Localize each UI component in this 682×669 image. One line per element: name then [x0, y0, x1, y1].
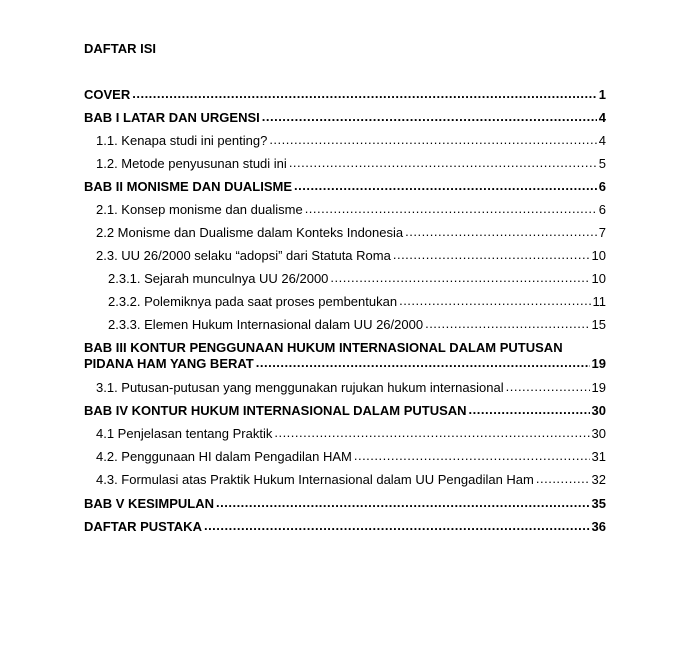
toc-entry-page: 10 — [591, 271, 606, 286]
toc-entry-label: 4.1 Penjelasan tentang Praktik — [96, 426, 273, 441]
toc-entry-page: 7 — [598, 225, 606, 240]
toc-entry-page: 4 — [598, 133, 606, 148]
toc-entry-4-1[interactable] — [96, 426, 606, 442]
toc-entry-page: 4 — [598, 110, 606, 125]
dot-leader — [216, 496, 590, 508]
toc-entry-page: 15 — [591, 317, 606, 332]
toc-entry-label: 4.3. Formulasi atas Praktik Hukum Internasional dalam UU Pengadilan Ham — [96, 472, 534, 487]
dot-leader — [354, 449, 590, 461]
toc-entry-page: 5 — [598, 156, 606, 171]
toc-entry-2-3-3[interactable] — [108, 317, 606, 333]
toc-entry-2-3[interactable] — [96, 248, 606, 264]
toc-entry-page: 31 — [591, 449, 606, 464]
toc-entry-3-1[interactable] — [96, 380, 606, 396]
dot-leader — [274, 426, 589, 438]
toc-entry-label: DAFTAR PUSTAKA — [84, 519, 202, 534]
dot-leader — [305, 202, 597, 214]
toc-entry-bab-5[interactable] — [84, 496, 606, 512]
dot-leader — [405, 225, 597, 237]
dot-leader — [132, 87, 597, 99]
toc-entry-page: 10 — [591, 248, 606, 263]
toc-entry-page: 36 — [591, 519, 606, 534]
toc-entry-1-2[interactable] — [96, 156, 606, 172]
toc-entry-bab-1[interactable] — [84, 110, 606, 126]
toc-entry-2-2[interactable] — [96, 225, 606, 241]
toc-entry-label-line1: BAB III KONTUR PENGGUNAAN HUKUM INTERNASIONAL DALAM PUTUSAN — [84, 340, 563, 355]
toc-entry-page: 30 — [591, 403, 606, 418]
toc-entry-label: 4.2. Penggunaan HI dalam Pengadilan HAM — [96, 449, 352, 464]
toc-entry-page: 32 — [591, 472, 606, 487]
toc-entry-label: 2.2 Monisme dan Dualisme dalam Konteks Indonesia — [96, 225, 404, 240]
dot-leader — [204, 519, 590, 531]
toc-title: DAFTAR ISI — [84, 41, 156, 56]
dot-leader — [393, 248, 590, 260]
toc-entry-label: 2.3.3. Elemen Hukum Internasional dalam UU 26/2000 — [108, 317, 424, 332]
toc-entry-daftar-pustaka[interactable] — [84, 519, 606, 535]
toc-entry-2-3-1[interactable] — [108, 271, 606, 287]
toc-entry-label: BAB I LATAR DAN URGENSI — [84, 110, 260, 125]
toc-entry-label: 2.3.2. Polemiknya pada saat proses pembentukan — [108, 294, 398, 309]
toc-entry-page: 30 — [591, 426, 606, 441]
toc-entry-label: BAB II MONISME DAN DUALISME — [84, 179, 292, 194]
toc-entry-bab-4[interactable] — [84, 403, 606, 419]
toc-entry-label: 3.1. Putusan-putusan yang menggunakan rujukan hukum internasional — [96, 380, 504, 395]
toc-entry-page: 19 — [591, 356, 606, 371]
toc-entry-label: 1.2. Metode penyusunan studi ini — [96, 156, 287, 171]
dot-leader — [506, 380, 590, 392]
toc-entry-label: BAB V KESIMPULAN — [84, 496, 215, 511]
toc-entry-label: 1.1. Kenapa studi ini penting? — [96, 133, 268, 148]
toc-entry-label: COVER — [84, 87, 131, 102]
toc-entry-label: BAB IV KONTUR HUKUM INTERNASIONAL DALAM PUTUSAN — [84, 403, 467, 418]
toc-entry-4-3[interactable] — [96, 472, 606, 488]
toc-entry-page: 1 — [598, 87, 606, 102]
dot-leader — [536, 472, 590, 484]
dot-leader — [425, 317, 589, 329]
dot-leader — [399, 294, 590, 306]
dot-leader — [262, 110, 597, 122]
toc-entry-4-2[interactable] — [96, 449, 606, 465]
toc-entry-1-1[interactable] — [96, 133, 606, 149]
toc-entry-line2 — [84, 356, 606, 372]
toc-entry-label: 2.3.1. Sejarah munculnya UU 26/2000 — [108, 271, 329, 286]
toc-entry-bab-3[interactable] — [84, 340, 606, 372]
dot-leader — [289, 156, 597, 168]
dot-leader — [294, 179, 597, 191]
dot-leader — [330, 271, 589, 283]
toc-entry-label: 2.1. Konsep monisme dan dualisme — [96, 202, 303, 217]
dot-leader — [469, 403, 590, 415]
toc-entry-2-3-2[interactable] — [108, 294, 606, 310]
toc-entry-label-line2: PIDANA HAM YANG BERAT — [84, 356, 254, 371]
toc-entry-2-1[interactable] — [96, 202, 606, 218]
dot-leader — [256, 356, 590, 368]
toc-entry-page: 6 — [598, 179, 606, 194]
toc-entry-label: 2.3. UU 26/2000 selaku “adopsi” dari Statuta Roma — [96, 248, 391, 263]
toc-entry-page: 11 — [592, 294, 606, 309]
dot-leader — [269, 133, 596, 145]
toc-entry-page: 35 — [591, 496, 606, 511]
toc-entry-page: 6 — [598, 202, 606, 217]
toc-entry-cover[interactable] — [84, 87, 606, 103]
toc-entry-page: 19 — [591, 380, 606, 395]
toc-entry-bab-2[interactable] — [84, 179, 606, 195]
